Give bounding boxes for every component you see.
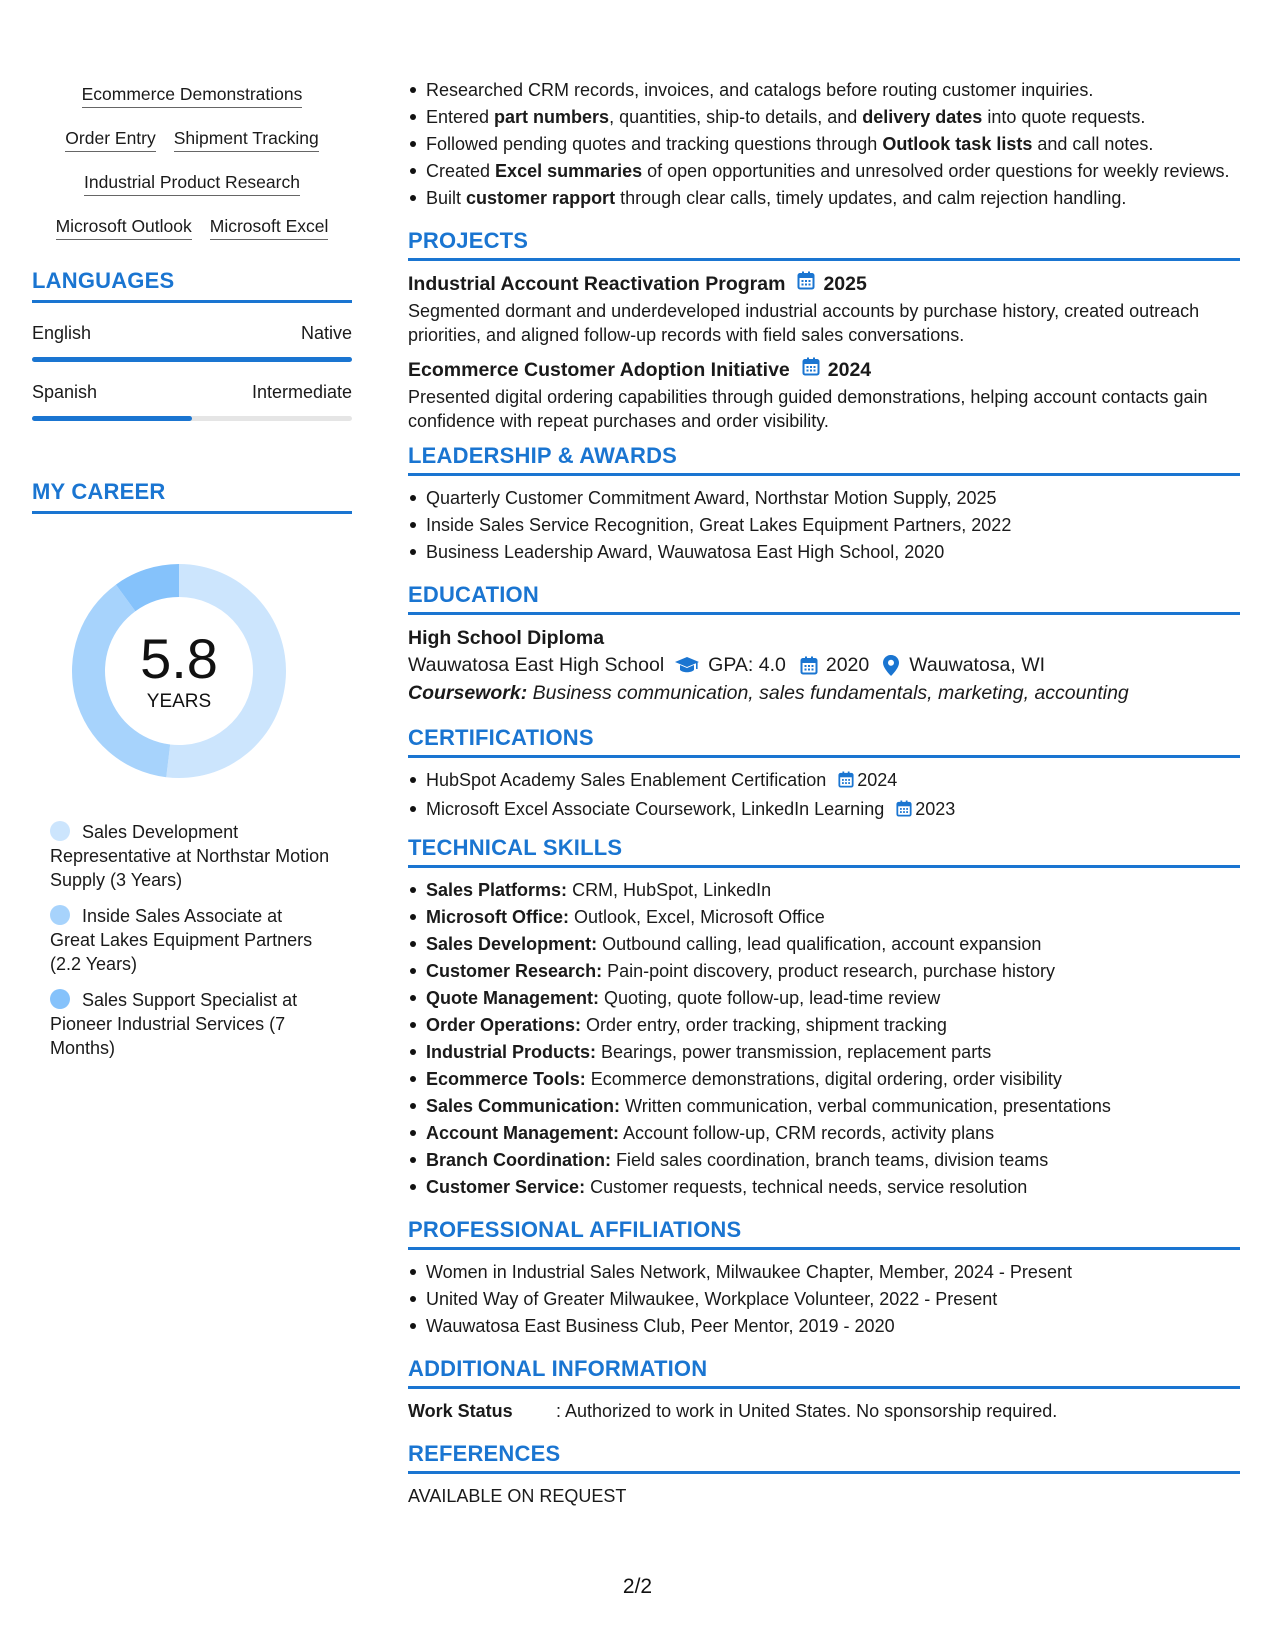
technical-skill-value: Outlook, Excel, Microsoft Office — [569, 907, 825, 927]
calendar-icon — [802, 357, 820, 383]
skill-row — [32, 128, 352, 152]
experience-bullet — [408, 186, 1240, 210]
text: Researched CRM records, invoices, and catalogs before routing customer inquiries. — [426, 80, 1094, 100]
work-status-row — [408, 1399, 1240, 1423]
technical-skill-value: Field sales coordination, branch teams, division teams — [611, 1150, 1049, 1170]
keyword: Excel summaries — [495, 161, 643, 181]
education-gpa: GPA: 4.0 — [708, 654, 786, 676]
language-name: Spanish — [32, 382, 98, 402]
leadership-section — [408, 443, 1240, 564]
technical-skill-value: Quoting, quote follow-up, lead-time review — [599, 988, 941, 1008]
education-school: Wauwatosa East High School — [408, 654, 665, 676]
text: of open opportunities and unresolved order questions for weekly reviews. — [642, 161, 1230, 181]
skill-tag: Ecommerce Demonstrations — [82, 84, 303, 108]
career-legend — [50, 820, 330, 1060]
text: through clear calls, timely updates, and calm rejection handling. — [615, 188, 1127, 208]
project-name: Industrial Account Reactivation Program — [408, 273, 786, 295]
experience-bullets — [408, 78, 1240, 210]
skill-tags — [32, 84, 352, 240]
career-total-unit: YEARS — [146, 691, 212, 712]
career-legend-text: Sales Support Specialist at Pioneer Industrial Services (7 Months) — [50, 990, 298, 1058]
language-bar-fill — [32, 416, 192, 421]
projects-heading: PROJECTS — [408, 228, 1240, 261]
career-legend-dot — [50, 989, 70, 1009]
graduation-cap-icon — [674, 655, 700, 675]
certifications-heading: CERTIFICATIONS — [408, 725, 1240, 758]
technical-skills-section — [408, 835, 1240, 1199]
education-heading: EDUCATION — [408, 582, 1240, 615]
technical-skill-label: Sales Communication: — [426, 1096, 621, 1116]
technical-skills-list — [408, 878, 1240, 1199]
technical-skill-label: Customer Research: — [426, 961, 603, 981]
technical-skill-item — [408, 932, 1240, 956]
career-legend-item — [50, 820, 330, 892]
technical-skill-value: Outbound calling, lead qualification, account expansion — [597, 934, 1042, 954]
affiliation-item: United Way of Greater Milwaukee, Workplace Volunteer, 2022 - Present — [408, 1287, 1240, 1311]
calendar-icon — [896, 799, 912, 823]
technical-skill-item — [408, 1148, 1240, 1172]
additional-heading: ADDITIONAL INFORMATION — [408, 1356, 1240, 1389]
technical-skill-item — [408, 878, 1240, 902]
languages-list — [32, 323, 352, 421]
location-pin-icon — [883, 655, 899, 676]
certification-item — [408, 768, 1240, 794]
technical-skill-item — [408, 1013, 1240, 1037]
career-legend-item — [50, 988, 330, 1060]
skill-row — [32, 216, 352, 240]
references-heading: REFERENCES — [408, 1441, 1240, 1474]
skill-tag: Shipment Tracking — [174, 128, 319, 152]
technical-skill-value: Account follow-up, CRM records, activity plans — [619, 1123, 995, 1143]
technical-skill-item — [408, 1121, 1240, 1145]
award-item: Business Leadership Award, Wauwatosa East High School, 2020 — [408, 540, 1240, 564]
right-column — [408, 78, 1240, 1508]
certification-year: 2023 — [915, 799, 956, 819]
affiliations-section — [408, 1217, 1240, 1338]
skill-row — [32, 172, 352, 196]
technical-skill-label: Account Management: — [426, 1123, 620, 1143]
technical-skill-item — [408, 1040, 1240, 1064]
education-coursework — [408, 679, 1240, 707]
language-row — [32, 323, 352, 344]
experience-bullet — [408, 132, 1240, 156]
work-status-label: Work Status — [408, 1401, 513, 1421]
education-degree: High School Diploma — [408, 627, 605, 649]
leadership-list — [408, 486, 1240, 564]
award-item: Quarterly Customer Commitment Award, Northstar Motion Supply, 2025 — [408, 486, 1240, 510]
left-column — [32, 84, 352, 1072]
calendar-icon — [797, 271, 815, 297]
language-item — [32, 323, 352, 362]
project-title — [408, 271, 1240, 297]
career-heading: MY CAREER — [32, 479, 352, 514]
language-level: Intermediate — [251, 382, 352, 402]
project-year: 2025 — [823, 273, 867, 295]
language-name: English — [32, 323, 92, 343]
coursework-text: Business communication, sales fundamentals, marketing, accounting — [527, 682, 1129, 704]
career-legend-text: Sales Development Representative at Northstar Motion Supply (3 Years) — [50, 822, 330, 890]
experience-bullet — [408, 159, 1240, 183]
experience-bullet — [408, 78, 1240, 102]
education-year: 2020 — [825, 654, 870, 676]
language-row — [32, 382, 352, 403]
keyword: part numbers — [494, 107, 610, 127]
technical-skill-label: Microsoft Office: — [426, 907, 570, 927]
certification-name: Microsoft Excel Associate Coursework, LinkedIn Learning — [426, 799, 885, 819]
keyword: Outlook task lists — [882, 134, 1033, 154]
technical-skill-value: CRM, HubSpot, LinkedIn — [567, 880, 772, 900]
calendar-icon — [800, 656, 818, 675]
projects-section — [408, 228, 1240, 433]
technical-skill-label: Sales Development: — [426, 934, 598, 954]
affiliation-item: Wauwatosa East Business Club, Peer Mentor, 2019 - 2020 — [408, 1314, 1240, 1338]
skill-row — [32, 84, 352, 108]
career-legend-text: Inside Sales Associate at Great Lakes Equipment Partners (2.2 Years) — [50, 906, 313, 974]
text: Built — [426, 188, 467, 208]
certification-year: 2024 — [857, 770, 898, 790]
career-legend-dot — [50, 821, 70, 841]
project-description: Presented digital ordering capabilities through guided demonstrations, helping account contacts gain confidence with repeat purchases and order visibility. — [408, 387, 1208, 431]
language-level: Native — [300, 323, 352, 343]
certification-name: HubSpot Academy Sales Enablement Certification — [426, 770, 827, 790]
technical-skill-value: Bearings, power transmission, replacement parts — [596, 1042, 992, 1062]
technical-skill-label: Industrial Products: — [426, 1042, 597, 1062]
certifications-section — [408, 725, 1240, 823]
education-location: Wauwatosa, WI — [909, 654, 1046, 676]
work-status-value: : Authorized to work in United States. No sponsorship required. — [556, 1401, 1058, 1421]
project-name: Ecommerce Customer Adoption Initiative — [408, 359, 790, 381]
technical-skill-label: Branch Coordination: — [426, 1150, 611, 1170]
language-bar — [32, 357, 352, 362]
career-total — [66, 627, 292, 713]
coursework-label: Coursework: — [408, 682, 528, 704]
technical-skill-label: Sales Platforms: — [426, 880, 568, 900]
technical-skill-label: Customer Service: — [426, 1177, 586, 1197]
affiliation-item: Women in Industrial Sales Network, Milwaukee Chapter, Member, 2024 - Present — [408, 1260, 1240, 1284]
certification-item — [408, 797, 1240, 823]
language-bar — [32, 416, 352, 421]
certifications-list — [408, 768, 1240, 823]
calendar-icon — [838, 770, 854, 794]
text: into quote requests. — [982, 107, 1146, 127]
skill-tag: Microsoft Outlook — [56, 216, 192, 240]
technical-skill-value: Customer requests, technical needs, service resolution — [585, 1177, 1028, 1197]
project-description: Segmented dormant and underdeveloped industrial accounts by purchase history, created outreach priorities, and aligned follow-up records with field sales conversations. — [408, 301, 1200, 345]
keyword: customer rapport — [466, 188, 616, 208]
technical-skill-label: Order Operations: — [426, 1015, 582, 1035]
text: , quantities, ship-to details, and — [609, 107, 863, 127]
languages-heading: LANGUAGES — [32, 268, 352, 303]
projects-list — [408, 271, 1240, 433]
career-legend-dot — [50, 905, 70, 925]
page-number: 2/2 — [622, 1575, 653, 1598]
references-text: AVAILABLE ON REQUEST — [408, 1486, 627, 1506]
career-total-value: 5.8 — [140, 627, 218, 690]
technical-skill-value: Order entry, order tracking, shipment tracking — [581, 1015, 947, 1035]
project-year: 2024 — [827, 359, 872, 381]
affiliations-heading: PROFESSIONAL AFFILIATIONS — [408, 1217, 1240, 1250]
award-item: Inside Sales Service Recognition, Great Lakes Equipment Partners, 2022 — [408, 513, 1240, 537]
project-title — [408, 357, 1240, 383]
additional-section — [408, 1356, 1240, 1423]
language-item — [32, 382, 352, 421]
text: Entered — [426, 107, 495, 127]
career-donut — [66, 558, 292, 784]
technical-skill-value: Pain-point discovery, product research, purchase history — [602, 961, 1055, 981]
technical-skill-item — [408, 959, 1240, 983]
skill-tag: Microsoft Excel — [210, 216, 329, 240]
technical-skills-heading: TECHNICAL SKILLS — [408, 835, 1240, 868]
languages-section — [32, 268, 352, 421]
experience-bullet — [408, 105, 1240, 129]
technical-skill-value: Written communication, verbal communication, presentations — [620, 1096, 1111, 1116]
text: Created — [426, 161, 496, 181]
career-legend-item — [50, 904, 330, 976]
technical-skill-value: Ecommerce demonstrations, digital ordering, order visibility — [585, 1069, 1062, 1089]
technical-skill-item — [408, 1094, 1240, 1118]
keyword: delivery dates — [862, 107, 983, 127]
education-section — [408, 582, 1240, 707]
text: and call notes. — [1032, 134, 1154, 154]
skill-tag: Order Entry — [65, 128, 155, 152]
leadership-heading: LEADERSHIP & AWARDS — [408, 443, 1240, 476]
language-bar-fill — [32, 357, 352, 362]
technical-skill-item — [408, 905, 1240, 929]
technical-skill-item — [408, 1067, 1240, 1091]
text: Followed pending quotes and tracking questions through — [426, 134, 883, 154]
technical-skill-label: Quote Management: — [426, 988, 600, 1008]
technical-skill-label: Ecommerce Tools: — [426, 1069, 586, 1089]
skill-tag: Industrial Product Research — [84, 172, 300, 196]
technical-skill-item — [408, 1175, 1240, 1199]
affiliations-list — [408, 1260, 1240, 1338]
education-details — [408, 651, 1240, 679]
technical-skill-item — [408, 986, 1240, 1010]
references-section — [408, 1441, 1240, 1508]
career-section — [32, 479, 352, 1060]
